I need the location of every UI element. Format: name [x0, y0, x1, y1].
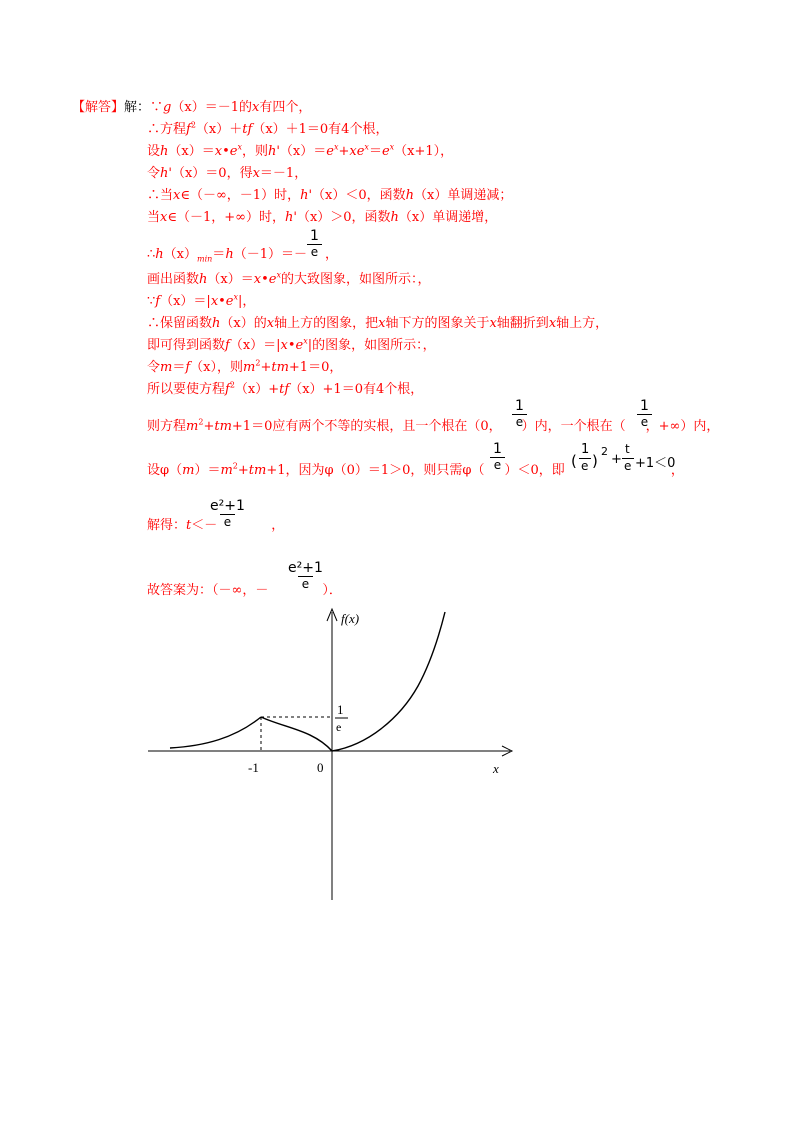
line-12: 令m＝f（x），则$m^2+tm+1=0$， [147, 358, 343, 375]
line-5: ∴当x∈（－∞，－1）时，h'（x）＜0，函数h（x）单调递减； [147, 188, 513, 203]
line-4: 令h'（x）＝0，得x＝－1， [147, 166, 308, 181]
fraction-1-over-e-min: $\frac{1}{e}$ [306, 228, 323, 259]
line-2: ∴方程$f^2(x)+tf(x)+1=0$有4个根， [147, 120, 389, 137]
line-14: 则方程$m^2+tm+1=0$应有两个不等的实根，且一个根在（0， ）内，一个根在（ ，+∞）内， [147, 417, 720, 434]
line-11: 即可得到函数$f(x)=|x•e^x|$的图象，如图所示：， [147, 336, 436, 353]
solution-label: 【解答】 [72, 100, 125, 115]
fraction-1-over-e-b: $\frac{1}{e}$ [636, 398, 653, 429]
y-axis-label: f(x) [341, 611, 360, 626]
fraction-1-over-e-c: $\frac{1}{e}$ [489, 441, 506, 472]
line-13: 所以要使方程$f^2(x)+tf(x)+1=0$有4个根， [147, 380, 424, 397]
line-15: 设$\varphi(m)=m^2+tm+1$，因为φ（0）＝1＞0，则只需φ（ ）＜0，即 ， [147, 461, 684, 478]
line-9: $\because f(x)=|x•e^x|$， [147, 292, 256, 309]
line-7: $\therefore h(x)_{min}=h(-1)=-$ ， [147, 247, 338, 264]
line-6: 当x∈（－1，+∞）时，h'（x）＞0，函数h（x）单调递增， [147, 210, 498, 225]
line-16: 解得：t＜－ ， [147, 518, 285, 533]
origin-label: 0 [317, 760, 324, 775]
line-8: 画出函数$h(x)=x•e^x$的大致图象，如图所示：， [147, 270, 431, 287]
line-3: 设$h(x)=x•e^x$，则$h'(x)=e^x+xe^x=e^x(x+1)$， [147, 142, 454, 159]
inequality-expression: ( 1 e ) 2 + t e +1＜0 [571, 442, 676, 473]
curve-middle-branch [261, 717, 332, 751]
fraction-e2plus1-over-e-a: $\frac{\text{e²+1}}{e}$ [210, 498, 245, 529]
peak-label-numerator: 1 [337, 702, 344, 717]
line-10: ∴保留函数h（x）的x轴上方的图象，把x轴下方的图象关于x轴翻折到x轴上方， [147, 316, 609, 331]
fraction-1-over-e-a: $\frac{1}{e}$ [511, 398, 528, 429]
line-1: 【解答】解：∵g（x）＝－1的x有四个， [72, 100, 312, 115]
line-17: 故答案为：（－∞，－ ）． [147, 583, 342, 598]
fraction-e2plus1-over-e-b: $\frac{\text{e²+1}}{e}$ [288, 560, 323, 591]
curve-left-branch [170, 717, 261, 748]
x-axis-label: x [493, 761, 499, 776]
curve-right-branch [332, 612, 445, 751]
peak-label-denominator: e [336, 720, 342, 734]
tick-label-neg1: -1 [248, 760, 259, 775]
